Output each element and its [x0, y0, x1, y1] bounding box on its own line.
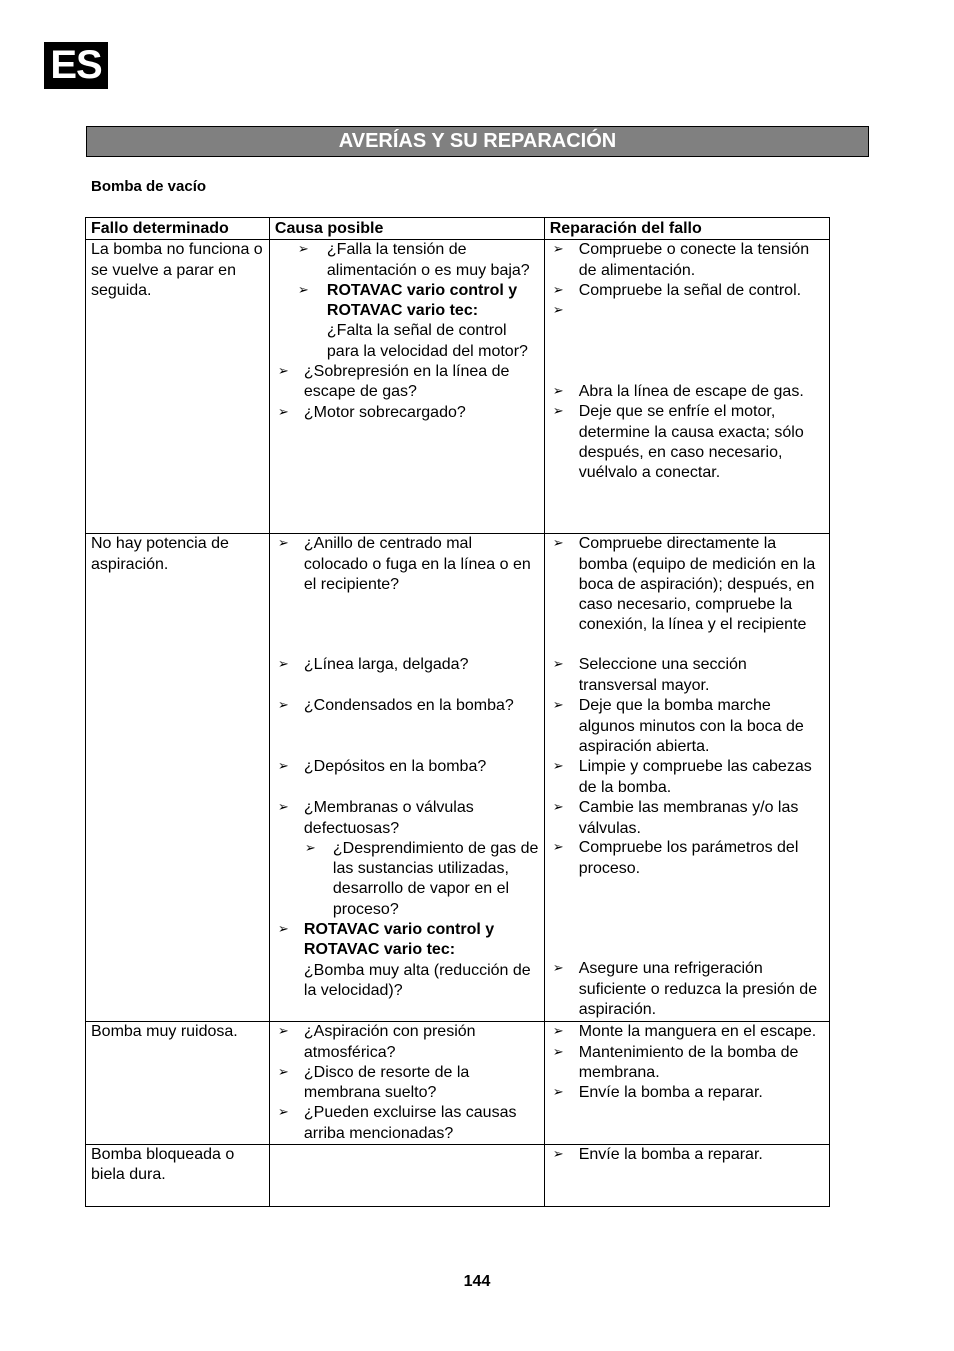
fault-cell — [86, 240, 270, 534]
repair-item: ➢ Compruebe los parámetros del proceso. — [550, 838, 824, 959]
repair-item: ➢ Envíe la bomba a reparar. — [550, 1083, 824, 1103]
repair-item: ➢ Deje que la bomba marche algunos minutos con la boca de aspiración abierta. — [550, 696, 824, 757]
table-row — [86, 240, 830, 534]
repair-cell — [544, 240, 829, 534]
cause-item: ➢ ¿Desprendimiento de gas de las sustancias utilizadas, desarrollo de vapor en el proceso? — [275, 839, 539, 920]
page-number: 144 — [463, 1273, 491, 1290]
cause-item: ➢ ¿Depósitos en la bomba? — [275, 757, 539, 798]
fault-cell — [86, 1022, 270, 1145]
repair-list — [550, 240, 824, 483]
repair-item: ➢ Asegure una refrigeración suficiente o reduzca la presión de aspiración. — [550, 959, 824, 1020]
cause-cell — [269, 1145, 544, 1207]
repair-item: ➢ Deje que se enfríe el motor, determine la causa exacta; sólo después, en caso necesario, vuélvalo a conectar. — [550, 402, 824, 483]
cause-item: ➢ ¿Pueden excluirse las causas arriba mencionadas? — [275, 1103, 539, 1144]
cause-model-label: ROTAVAC vario control y ROTAVAC vario tec: — [303, 921, 495, 959]
header-repair: Reparación del fallo — [544, 218, 829, 240]
cause-text: ¿Falta la señal de control para la velocidad del motor? — [326, 322, 528, 360]
cause-item: ➢ ¿Motor sobrecargado? — [275, 403, 539, 423]
cause-list — [275, 920, 539, 1001]
repair-cell — [544, 1145, 829, 1207]
language-badge: ES — [44, 42, 108, 89]
table-header-row — [86, 218, 830, 240]
cause-item: ➢ ¿Disco de resorte de la membrana suelto? — [275, 1063, 539, 1104]
repair-item: ➢ Compruebe la señal de control. — [550, 281, 824, 301]
repair-list — [550, 1022, 824, 1103]
subtitle: Bomba de vacío — [91, 178, 207, 195]
cause-text: ¿Bomba muy alta (reducción de la velocidad)? — [303, 961, 531, 999]
cause-item: ➢ ¿Sobrepresión en la línea de escape de gas? — [275, 362, 539, 403]
repair-item: ➢ Monte la manguera en el escape. — [550, 1022, 824, 1042]
repair-item: ➢ Envíe la bomba a reparar. — [550, 1145, 824, 1165]
table-row — [86, 1145, 830, 1207]
cause-list — [275, 534, 539, 839]
fault-text: Bomba bloqueada o biela dura. — [91, 1146, 235, 1184]
cause-sublist — [275, 839, 539, 920]
repair-list — [550, 534, 824, 1020]
cause-item: ➢ ¿Aspiración con presión atmosférica? — [275, 1022, 539, 1063]
cause-cell — [269, 1022, 544, 1145]
table-row — [86, 1022, 830, 1145]
repair-item: ➢ Mantenimiento de la bomba de membrana. — [550, 1043, 824, 1084]
fault-text: Bomba muy ruidosa. — [91, 1023, 238, 1041]
cause-list — [275, 362, 539, 423]
cause-item: ➢ ¿Condensados en la bomba? — [275, 696, 539, 757]
repair-list — [550, 1145, 824, 1165]
cause-cell — [269, 534, 544, 1022]
cause-item: ➢ ¿Falla la tensión de alimentación o es muy baja? — [275, 240, 539, 281]
troubleshooting-table — [85, 217, 830, 1207]
repair-item: ➢ Abra la línea de escape de gas. — [550, 382, 824, 402]
cause-item: ➢ ¿Línea larga, delgada? — [275, 655, 539, 696]
repair-item: ➢ Compruebe directamente la bomba (equipo de medición en la boca de aspiración); después, en caso necesario, compruebe la conexión, la línea y el recipiente — [550, 534, 824, 655]
section-title-bar — [86, 126, 869, 157]
table-row — [86, 534, 830, 1022]
repair-item: ➢ Compruebe o conecte la tensión de alimentación. — [550, 240, 824, 281]
repair-cell — [544, 1022, 829, 1145]
repair-item: ➢ Limpie y compruebe las cabezas de la bomba. — [550, 757, 824, 798]
section-title: AVERÍAS Y SU REPARACIÓN — [338, 130, 617, 152]
cause-item — [275, 920, 539, 1001]
cause-list — [275, 1022, 539, 1144]
cause-list — [275, 240, 539, 362]
header-cause: Causa posible — [269, 218, 544, 240]
fault-text: La bomba no funciona o se vuelve a parar en seguida. — [91, 241, 263, 299]
cause-item: ➢ ¿Membranas o válvulas defectuosas? — [275, 798, 539, 839]
repair-item: ➢ Seleccione una sección transversal mayor. — [550, 655, 824, 696]
cause-item: ➢ ¿Anillo de centrado mal colocado o fuga en la línea o en el recipiente? — [275, 534, 539, 655]
repair-item: ➢ Cambie las membranas y/o las válvulas. — [550, 798, 824, 838]
fault-cell — [86, 534, 270, 1022]
cause-model-label: ROTAVAC vario control y ROTAVAC vario tec: — [326, 281, 518, 320]
fault-text: No hay potencia de aspiración. — [91, 535, 229, 573]
repair-cell — [544, 534, 829, 1022]
cause-cell — [269, 240, 544, 534]
cause-item — [275, 281, 539, 362]
fault-cell — [86, 1145, 270, 1207]
header-fault: Fallo determinado — [86, 218, 270, 240]
